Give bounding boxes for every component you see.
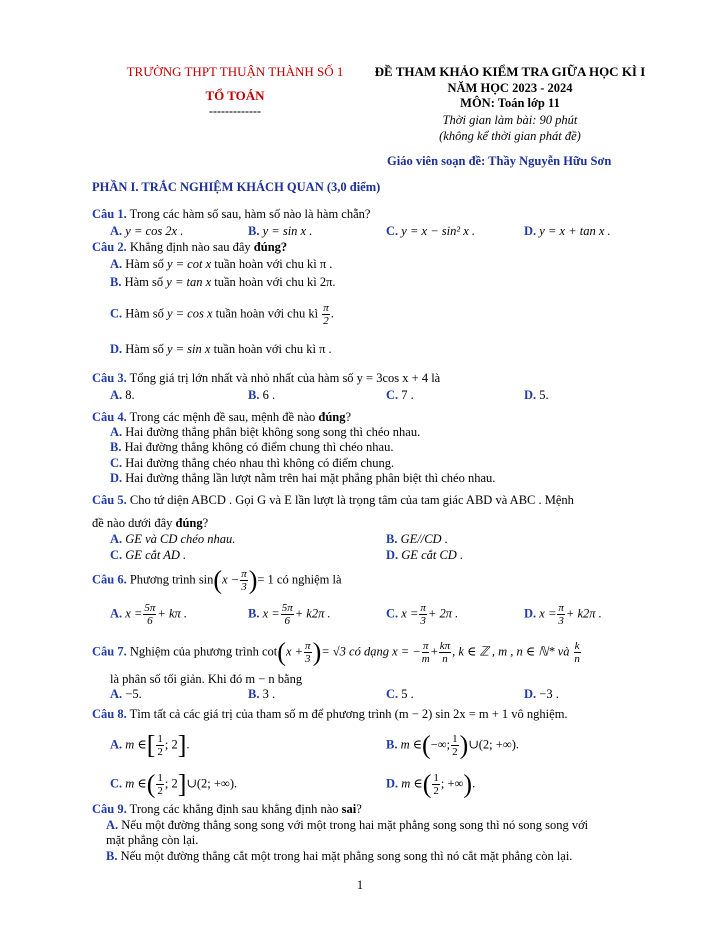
option-text: tuần hoàn với chu kì π . <box>210 342 332 356</box>
option-letter: C. <box>386 606 399 621</box>
q1-option-a[interactable] <box>110 224 183 239</box>
option-function: y = cot x <box>166 257 212 271</box>
equation-text: = √3 có dạng x = − <box>321 644 421 659</box>
q2-option-b[interactable] <box>110 275 336 290</box>
option-letter: A. <box>110 388 123 402</box>
option-text: Nếu một đường thẳng song song với một trong hai mặt phẳng song song thì nó song song với <box>121 818 589 832</box>
question-3 <box>92 371 440 386</box>
option-text: + k2π . <box>294 606 331 621</box>
option-letter: B. <box>248 687 260 701</box>
option-text: Hai đường thẳng lần lượt nằm trên hai mặt phẳng phân biệt thì chéo nhau. <box>125 471 496 485</box>
option-letter: B. <box>248 388 260 402</box>
option-letter: D. <box>386 776 399 791</box>
q7-option-a[interactable] <box>110 687 142 702</box>
question-text-end: ? <box>345 410 352 424</box>
plus-sign: + <box>430 644 438 659</box>
fraction: $\frac{1}{2}$ <box>452 733 458 758</box>
option-text: 5. <box>539 388 549 402</box>
option-letter: D. <box>110 342 123 356</box>
option-function: y = sin x <box>166 342 211 356</box>
question-label: Câu 6. <box>92 572 127 587</box>
fraction: $\frac{\pi}{3}$ <box>305 640 311 665</box>
option-letter: A. <box>110 224 123 238</box>
option-letter: D. <box>524 687 537 701</box>
fraction: $\frac{k}{n}$ <box>574 640 580 665</box>
question-text: Khẳng định nào sau đây <box>129 240 254 254</box>
option-text: tuần hoàn với chu kì <box>212 306 319 321</box>
question-1 <box>92 207 370 222</box>
bracket-open: ( <box>146 769 156 799</box>
question-text: Tìm tất cả các giá trị của tham số m để phương trình (m − 2) sin 2x = m + 1 vô nghiệm. <box>129 707 568 721</box>
condition-text: , k ∈ ℤ , m , n ∈ ℕ* và <box>452 644 570 659</box>
exam-time: Thời gian làm bài: 90 phút <box>442 113 578 127</box>
q8-option-a[interactable] <box>110 730 190 760</box>
option-text: ; 2 <box>164 737 178 752</box>
option-text-end: ∪(2; +∞). <box>186 776 238 791</box>
question-label: Câu 3. <box>92 371 127 385</box>
q3-option-d[interactable] <box>524 388 549 403</box>
page-number: 1 <box>356 878 364 892</box>
question-emphasis: sai <box>341 802 357 816</box>
q5-option-b[interactable] <box>386 532 448 547</box>
option-letter: C. <box>386 687 399 701</box>
option-text: GE cắt AD . <box>125 548 187 562</box>
option-letter: A. <box>110 687 123 701</box>
option-text: + k2π . <box>565 606 602 621</box>
question-7-cont <box>110 672 302 687</box>
option-text: y = x − sin² x . <box>401 224 476 238</box>
q2-option-d[interactable] <box>110 342 332 357</box>
option-letter: C. <box>386 388 399 402</box>
option-text: −3 . <box>539 687 559 701</box>
option-prefix: m ∈ <box>400 737 422 752</box>
option-letter: C. <box>110 548 123 562</box>
fraction: $\frac{5\pi}{6}$ <box>281 602 293 627</box>
option-letter: C. <box>386 224 399 238</box>
option-text: 6 . <box>262 388 276 402</box>
function-name: cot <box>261 644 278 659</box>
option-text: y = x + tan x . <box>539 224 611 238</box>
q4-option-b[interactable] <box>110 440 393 455</box>
question-7: Câu 7. Nghiệm của phương trình cot(x + $\frac{\pi}{3}$ )= √3 có dạng x = − $\frac{\pi}{m}$ + $\frac{k\pi}{n}$ , k ∈ ℤ , m , n ∈ ℕ* và $\frac{k}{n}$ <box>92 637 580 667</box>
function-arg: x − <box>222 572 240 587</box>
option-letter: D. <box>524 388 537 402</box>
question-text: Trong các mệnh đề sau, mệnh đề nào <box>129 410 319 424</box>
q4-option-a[interactable] <box>110 425 420 440</box>
bracket-close: ] <box>177 769 187 799</box>
question-6: Câu 6. Phương trình sin(x − $\frac{\pi}{3}$ )= 1 có nghiệm là <box>92 565 342 595</box>
option-letter: B. <box>386 737 398 752</box>
q4-option-c[interactable] <box>110 456 394 471</box>
q9-option-a-cont <box>106 833 198 848</box>
bracket-open: ( <box>422 769 432 799</box>
question-text-end: = 1 có nghiệm là <box>257 572 342 587</box>
fraction: $\frac{\pi}{m}$ <box>421 640 430 665</box>
q7-option-c[interactable] <box>386 687 414 702</box>
question-label: Câu 2. <box>92 240 127 254</box>
q5-option-c[interactable] <box>110 548 186 563</box>
option-letter: B. <box>386 532 398 546</box>
option-text-end: ∪(2; +∞). <box>468 737 520 752</box>
question-emphasis: đúng <box>175 516 203 530</box>
header-divider: ------------- <box>209 104 261 118</box>
option-letter: A. <box>110 606 123 621</box>
fraction: $\frac{\pi}{3}$ <box>241 568 247 593</box>
q3-option-b[interactable] <box>248 388 275 403</box>
option-text: tuần hoàn với chu kì 2π. <box>211 275 336 289</box>
question-text: Phương trình <box>129 572 196 587</box>
option-text-end: . <box>472 776 476 791</box>
option-text: mặt phẳng còn lại. <box>106 833 199 847</box>
fraction: $\frac{\pi}{3}$ <box>420 602 426 627</box>
q8-option-b[interactable] <box>386 730 520 760</box>
option-letter: C. <box>110 456 123 470</box>
question-5 <box>92 493 574 508</box>
option-letter: D. <box>524 224 537 238</box>
question-label: Câu 9. <box>92 802 127 816</box>
question-text-end: ? <box>202 516 209 530</box>
bracket-close: ] <box>177 730 187 760</box>
q9-option-a[interactable] <box>106 818 588 833</box>
q3-option-c[interactable] <box>386 388 414 403</box>
q1-option-c[interactable] <box>386 224 475 239</box>
q8-option-d[interactable] <box>386 769 476 799</box>
fraction: $\frac{1}{2}$ <box>157 733 163 758</box>
question-9 <box>92 802 362 817</box>
question-5-cont <box>92 516 208 531</box>
school-year: NĂM HỌC 2023 - 2024 <box>447 81 573 95</box>
option-prefix: Hàm số <box>125 306 167 321</box>
bracket-open: [ <box>146 730 156 760</box>
q6-option-d[interactable] <box>524 602 602 627</box>
question-label: Câu 1. <box>92 207 127 221</box>
q7-option-d[interactable] <box>524 687 559 702</box>
option-prefix: x = <box>539 606 557 621</box>
option-prefix: Hàm số <box>125 342 167 356</box>
option-prefix: x = <box>125 606 143 621</box>
bracket-close: ) <box>459 730 469 760</box>
teacher-credit: Giáo viên soạn đề: Thầy Nguyễn Hữu Sơn <box>387 154 612 168</box>
option-letter: D. <box>386 548 399 562</box>
q7-option-b[interactable] <box>248 687 275 702</box>
question-text: là phân số tối giản. Khi đó m − n bằng <box>110 672 303 686</box>
option-letter: B. <box>248 606 260 621</box>
q8-option-c[interactable] <box>110 769 238 799</box>
question-text: Trong các khẳng định sau khẳng định nào <box>129 802 342 816</box>
bracket-close: ) <box>463 769 473 799</box>
exam-time-note: (không kể thời gian phát đề) <box>439 129 581 143</box>
fraction: $\frac{5\pi}{6}$ <box>144 602 156 627</box>
q2-option-a[interactable] <box>110 257 332 272</box>
option-letter: B. <box>110 440 122 454</box>
question-emphasis: đúng <box>318 410 346 424</box>
option-text: −∞; <box>430 737 451 752</box>
option-text: GE cắt CD . <box>401 548 464 562</box>
option-text: y = cos 2x . <box>125 224 184 238</box>
option-text: 3 . <box>262 687 276 701</box>
q2-option-c[interactable]: C. Hàm số y = cos x tuần hoàn với chu kì $\frac{\pi}{2}$ . <box>110 302 334 327</box>
question-8 <box>92 707 568 722</box>
option-prefix: x = <box>262 606 280 621</box>
option-letter: A. <box>110 737 123 752</box>
option-letter: A. <box>110 532 123 546</box>
option-prefix: m ∈ <box>125 737 147 752</box>
question-text: Nghiệm của phương trình <box>129 644 259 659</box>
q5-option-a[interactable] <box>110 532 235 547</box>
option-text: Hai đường thẳng chéo nhau thì không có điểm chung. <box>125 456 395 470</box>
option-text: GE và CD chéo nhau. <box>125 532 236 546</box>
q6-option-b[interactable] <box>248 602 331 627</box>
option-text: y = sin x . <box>262 224 313 238</box>
option-text: + 2π . <box>427 606 459 621</box>
option-text: Hai đường thẳng phân biệt không song song thì chéo nhau. <box>125 425 421 439</box>
option-prefix: m ∈ <box>125 776 147 791</box>
option-text: 7 . <box>401 388 414 402</box>
fraction: $\frac{\pi}{3}$ <box>558 602 564 627</box>
option-text: Hai đường thẳng không có điểm chung thì chéo nhau. <box>124 440 394 454</box>
question-2 <box>92 240 287 255</box>
option-text: ; +∞ <box>440 776 464 791</box>
q5-option-d[interactable] <box>386 548 463 563</box>
q4-option-d[interactable] <box>110 471 495 486</box>
option-text: Nếu một đường thẳng cắt một trong hai mặt phẳng song song thì nó cắt mặt phẳng còn lại. <box>120 849 573 863</box>
function-name: sin <box>198 572 214 587</box>
fraction: $\frac{1}{2}$ <box>433 772 439 797</box>
option-function: y = cos x <box>166 306 213 321</box>
option-text-end: . <box>186 737 190 752</box>
option-letter: B. <box>106 849 118 863</box>
school-name: TRƯỜNG THPT THUẬN THÀNH SỐ 1 <box>126 64 344 79</box>
q6-option-a[interactable] <box>110 602 187 627</box>
question-label: Câu 7. <box>92 644 127 659</box>
option-text: GE//CD . <box>400 532 448 546</box>
option-letter: C. <box>110 776 123 791</box>
option-letter: B. <box>248 224 260 238</box>
question-text: đề nào dưới đây <box>92 516 176 530</box>
option-text: + kπ . <box>157 606 188 621</box>
option-text: tuần hoàn với chu kì π . <box>211 257 333 271</box>
option-letter: A. <box>106 818 119 832</box>
question-text: Cho tứ diện ABCD . Gọi G và E lần lượt là trọng tâm của tam giác ABD và ABC . Mệnh <box>129 493 574 507</box>
q9-option-b[interactable] <box>106 849 572 864</box>
q1-option-d[interactable] <box>524 224 611 239</box>
section-title: PHẦN I. TRẮC NGHIỆM KHÁCH QUAN (3,0 điểm) <box>92 180 381 194</box>
department: TỔ TOÁN <box>205 88 265 103</box>
q1-option-b[interactable] <box>248 224 312 239</box>
fraction: $\frac{\pi}{2}$ <box>323 302 329 327</box>
fraction: $\frac{1}{2}$ <box>157 772 163 797</box>
option-function: y = tan x <box>166 275 212 289</box>
bracket-open: ( <box>422 730 431 760</box>
option-letter: A. <box>110 257 123 271</box>
function-arg: x + <box>285 644 304 659</box>
fraction: $\frac{k\pi}{n}$ <box>439 640 451 665</box>
question-label: Câu 5. <box>92 493 127 507</box>
option-letter: A. <box>110 425 123 439</box>
q3-option-a[interactable] <box>110 388 135 403</box>
option-letter: B. <box>110 275 122 289</box>
q6-option-c[interactable] <box>386 602 458 627</box>
option-letter: D. <box>524 606 537 621</box>
option-letter: D. <box>110 471 123 485</box>
option-prefix: Hàm số <box>124 275 167 289</box>
subject: MÔN: Toán lớp 11 <box>460 96 560 110</box>
option-text: 5 . <box>401 687 414 701</box>
question-label: Câu 8. <box>92 707 127 721</box>
question-text-end: ? <box>356 802 362 816</box>
option-prefix: Hàm số <box>125 257 167 271</box>
option-text: −5. <box>125 687 142 701</box>
question-4 <box>92 410 351 425</box>
question-label: Câu 4. <box>92 410 127 424</box>
option-text: ; 2 <box>164 776 178 791</box>
question-text: Trong các hàm số sau, hàm số nào là hàm chẵn? <box>129 207 371 221</box>
exam-title: ĐỀ THAM KHẢO KIỂM TRA GIỮA HỌC KÌ I <box>374 64 646 79</box>
question-emphasis: đúng? <box>253 240 288 254</box>
option-prefix: x = <box>401 606 419 621</box>
option-letter: C. <box>110 306 123 321</box>
option-prefix: m ∈ <box>401 776 423 791</box>
option-text: 8. <box>125 388 135 402</box>
question-text: Tổng giá trị lớn nhất và nhỏ nhất của hàm số y = 3cos x + 4 là <box>129 371 441 385</box>
